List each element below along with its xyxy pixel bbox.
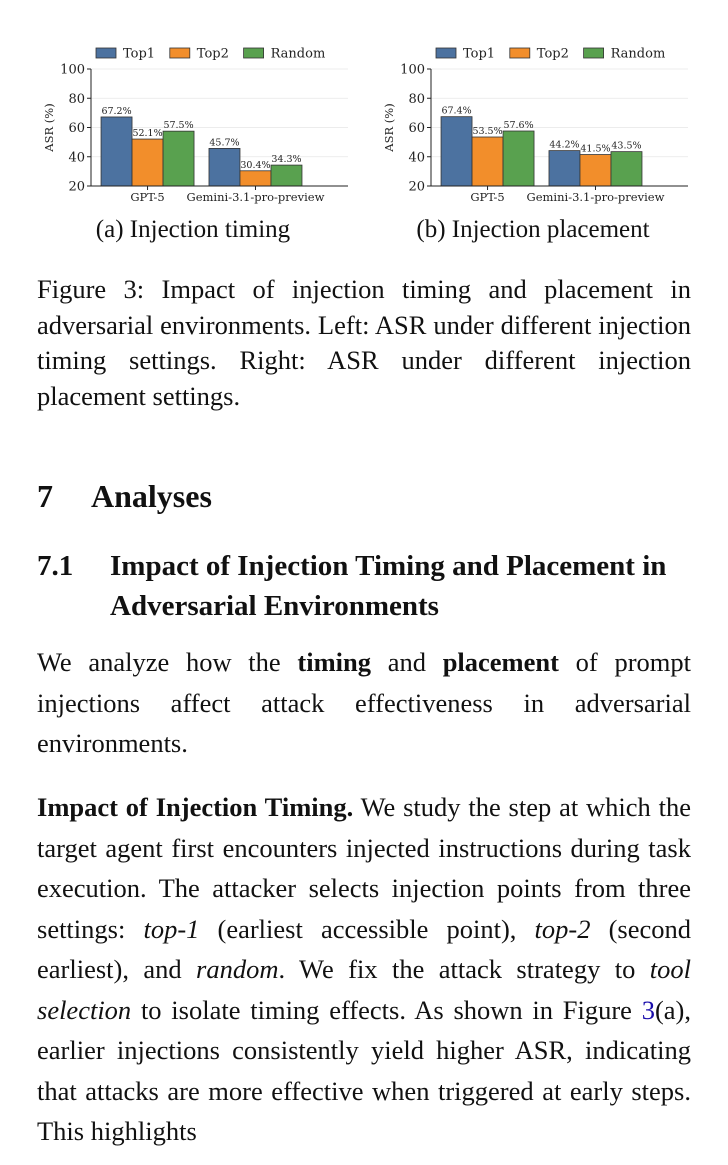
y-tick-label: 100	[400, 62, 425, 78]
section-number: 7	[37, 478, 53, 514]
bar-value-label: 30.4%	[240, 159, 271, 171]
bar-chart-svg	[20, 40, 356, 205]
bar	[472, 137, 503, 186]
bar	[271, 165, 302, 186]
bold-term: placement	[442, 647, 559, 677]
bar	[549, 151, 580, 186]
timing-paragraph	[37, 787, 691, 1152]
bar-value-label: 43.5%	[611, 140, 642, 152]
bar-value-label: 67.4%	[441, 105, 472, 117]
y-tick-label: 60	[408, 121, 425, 136]
text: and	[371, 647, 443, 677]
subsection-number: 7.1	[37, 550, 74, 582]
bar-value-label: 41.5%	[580, 143, 611, 155]
legend-label: Top2	[196, 46, 229, 62]
legend-label: Top1	[123, 46, 156, 62]
bar	[580, 155, 611, 186]
legend-label: Random	[270, 46, 326, 62]
legend-swatch	[510, 48, 530, 58]
italic-term: top-1	[143, 913, 200, 944]
y-tick-label: 20	[408, 179, 425, 195]
figure-caption: Figure 3: Impact of injection timing and placement in adversarial environments. Left: ASR under different injection timing settings. Right: ASR under different injection placement settings.	[37, 274, 691, 411]
bar	[503, 131, 534, 186]
y-tick-label: 40	[408, 150, 425, 166]
bar-value-label: 57.6%	[503, 120, 534, 132]
bar	[240, 171, 271, 186]
x-tick-label: Gemini-3.1-pro-preview	[526, 190, 665, 204]
legend-swatch	[244, 48, 264, 58]
bar-value-label: 34.3%	[271, 154, 302, 166]
text: to isolate timing effects. As shown in Figure	[131, 994, 642, 1025]
bar-value-label: 45.7%	[209, 137, 240, 149]
y-tick-label: 80	[68, 91, 85, 107]
x-tick-label: Gemini-3.1-pro-preview	[186, 190, 325, 204]
bold-term: timing	[297, 647, 372, 677]
legend-label: Random	[610, 46, 666, 62]
y-axis-label: ASR (%)	[382, 103, 396, 152]
injection-timing-chart	[20, 40, 356, 205]
bar-chart-svg	[360, 40, 696, 205]
x-tick-label: GPT-5	[130, 190, 165, 204]
legend-label: Top1	[463, 46, 496, 62]
bar	[209, 148, 240, 186]
bar	[441, 117, 472, 186]
bar	[101, 117, 132, 186]
text: We study the step at which the target agent first encounters injected instructions during task execution. The attacker selects injection points from three settings:	[37, 792, 692, 944]
section-title: Analyses	[91, 478, 212, 514]
bar-value-label: 53.5%	[472, 126, 503, 138]
subsection-heading	[37, 546, 697, 626]
text: (a), earlier injections consistently yield higher ASR, indicating that attacks are more effective when triggered at early steps. This highlights	[37, 994, 691, 1146]
bar-value-label: 57.5%	[163, 120, 194, 132]
y-tick-label: 40	[68, 150, 85, 166]
text: of prompt injections affect attack effectiveness in adversarial environments.	[37, 647, 691, 758]
bar	[611, 152, 642, 186]
injection-placement-chart	[360, 40, 696, 205]
y-tick-label: 20	[68, 179, 85, 195]
bar	[163, 131, 194, 186]
italic-term: tool selection	[37, 954, 691, 1025]
legend-swatch	[96, 48, 116, 58]
y-tick-label: 100	[60, 62, 85, 78]
bar-value-label: 52.1%	[132, 128, 163, 140]
text: (second earliest), and	[37, 913, 691, 984]
section-heading	[37, 478, 212, 515]
y-tick-label: 80	[408, 91, 425, 107]
intro-paragraph	[37, 642, 691, 764]
italic-term: top-2	[534, 913, 591, 944]
x-tick-label: GPT-5	[470, 190, 505, 204]
legend-swatch	[584, 48, 604, 58]
text: . We fix the attack strategy to	[278, 954, 650, 984]
subcaption-b: (b) Injection placement	[416, 216, 650, 243]
subcaption-a: (a) Injection timing	[95, 216, 291, 243]
y-tick-label: 60	[68, 121, 85, 136]
italic-term: random	[196, 954, 279, 984]
legend-label: Top2	[536, 46, 569, 62]
bar-value-label: 67.2%	[101, 105, 132, 117]
text: (earliest accessible point),	[199, 913, 535, 944]
text: We analyze how the	[37, 647, 298, 677]
subsection-title: Impact of Injection Timing and Placement in Adversarial Environments	[110, 550, 667, 622]
legend-swatch	[170, 48, 190, 58]
paragraph-heading: Impact of Injection Timing.	[37, 792, 354, 822]
bar	[132, 139, 163, 186]
y-axis-label: ASR (%)	[42, 103, 56, 152]
legend-swatch	[436, 48, 456, 58]
figure-link[interactable]: 3	[641, 994, 655, 1025]
bar-value-label: 44.2%	[549, 139, 580, 151]
